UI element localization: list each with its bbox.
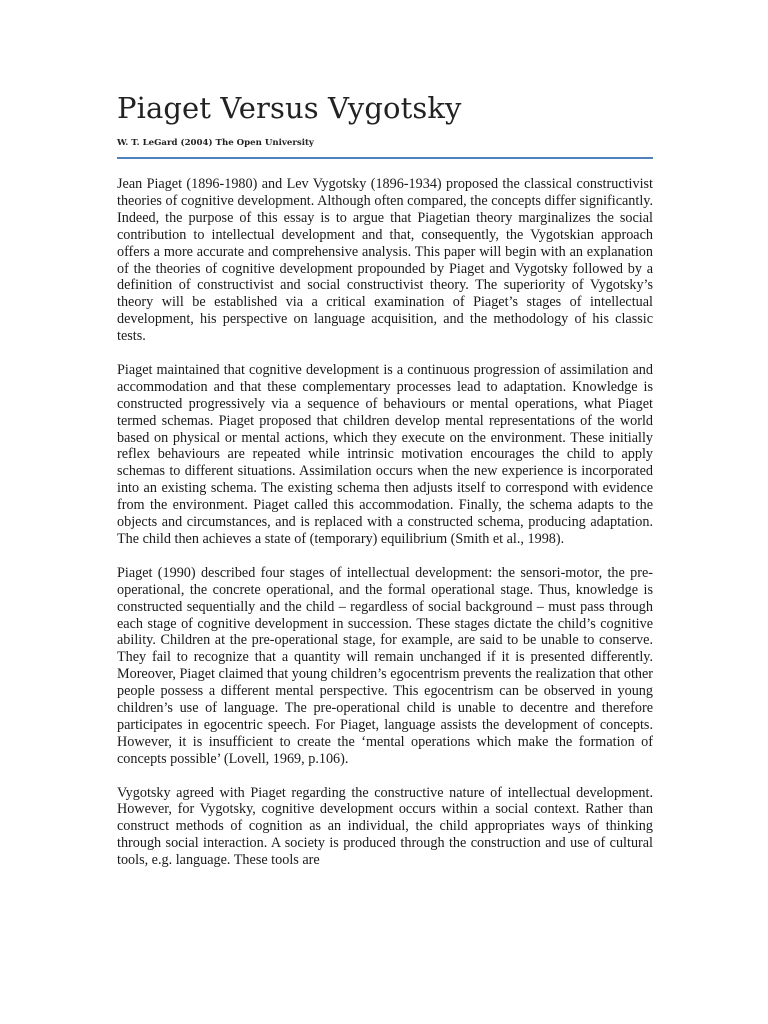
paragraph-1: Jean Piaget (1896-1980) and Lev Vygotsky (1896-1934) proposed the classical constructivist theories of cognitive development. Although often compared, the concepts differ significantly. Indeed, the purpose of this essay is to argue that Piagetian theory marginalizes the social contribution to intellectual development and that, consequently, the Vygotskian approach offers a more accurate and comprehensive analysis. This paper will begin with an explanation of the theories of cognitive development propounded by Piaget and Vygotsky followed by a definition of constructivist and social constructivist theory. The superiority of Vygotsky’s theory will be established via a critical examination of Piaget’s stages of intellectual development, his perspective on language acquisition, and the methodology of his classic tests. xyxy=(117,176,653,345)
document-body xyxy=(117,176,653,869)
title-divider xyxy=(117,157,653,159)
paragraph-4: Vygotsky agreed with Piaget regarding the constructive nature of intellectual development. However, for Vygotsky, cognitive development occurs within a social context. Rather than construct methods of cognition as an individual, the child appropriates ways of thinking through social interaction. A society is produced through the construction and use of cultural tools, e.g. language. These tools are xyxy=(117,784,653,869)
document-title: Piaget Versus Vygotsky xyxy=(117,91,462,125)
document-byline: W. T. LeGard (2004) The Open University xyxy=(117,138,314,148)
paragraph-3: Piaget (1990) described four stages of intellectual development: the sensori-motor, the pre-operational, the concrete operational, and the formal operational stage. Thus, knowledge is constructed sequentially and the child – regardless of social background – must pass through each stage of cognitive development in succession. These stages dictate the child’s cognitive ability. Children at the pre-operational stage, for example, are said to be unable to conserve. They fail to recognize that a quantity will remain unchanged if it is presented differently. Moreover, Piaget claimed that young children’s egocentrism prevents the realization that other people possess a different mental perspective. This egocentrism can be observed in young children’s use of language. The pre-operational child is unable to decentre and therefore participates in egocentric speech. For Piaget, language assists the development of concepts. However, it is insufficient to create the ‘mental operations which make the formation of concepts possible’ (Lovell, 1969, p.106). xyxy=(117,564,654,767)
paragraph-2: Piaget maintained that cognitive development is a continuous progression of assimilation and accommodation and that these complementary processes lead to adaptation. Knowledge is constructed progressively via a sequence of behaviours or mental operations, what Piaget termed schemas. Piaget proposed that children develop mental representations of the world based on physical or mental actions, which they execute on the environment. These initially reflex behaviours are repeated while intrinsic motivation encourages the child to apply schemas to different situations. Assimilation occurs when the new experience is incorporated into an existing schema. The existing schema then adjusts itself to correspond with evidence from the environment. Piaget called this accommodation. Finally, the schema adapts to the objects and circumstances, and is replaced with a constructed schema, producing adaptation. The child then achieves a state of (temporary) equilibrium (Smith et al., 1998). xyxy=(117,361,653,548)
